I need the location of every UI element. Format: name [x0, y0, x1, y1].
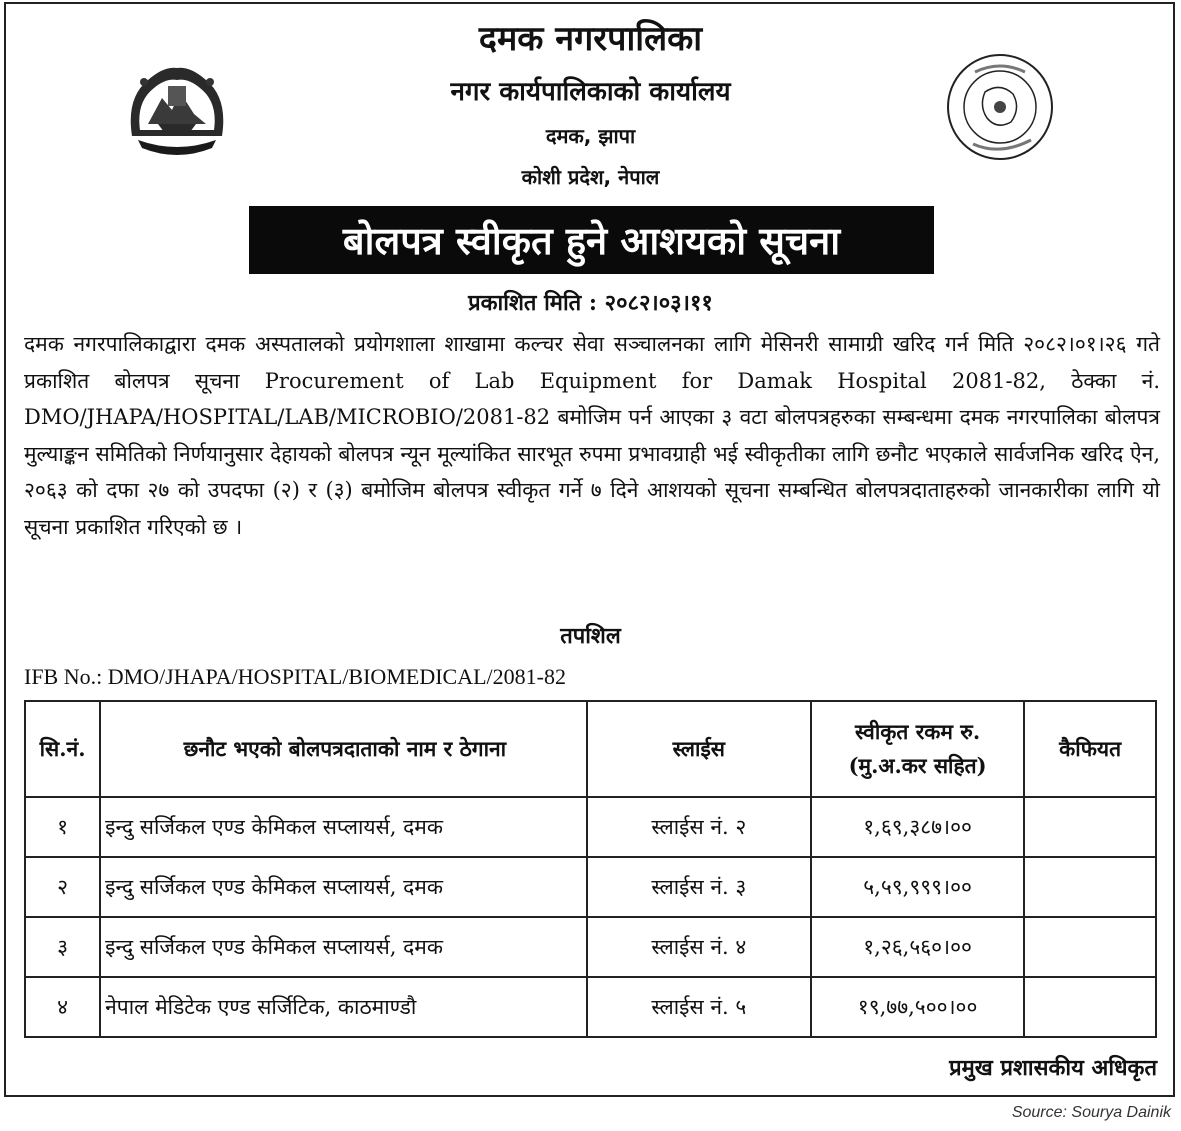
- cell-amount: १९,७७,५००।००: [811, 977, 1024, 1037]
- cell-sn: ३: [25, 917, 100, 977]
- org-name: दमक नगरपालिका: [478, 19, 703, 59]
- cell-name: नेपाल मेडिटेक एण्ड सर्जिटिक, काठमाण्डौ: [100, 977, 587, 1037]
- cell-name: इन्दु सर्जिकल एण्ड केमिकल सप्लायर्स, दमक: [100, 857, 587, 917]
- cell-amount: १,६९,३८७।००: [811, 797, 1024, 857]
- office-name: नगर कार्यपालिकाको कार्यालय: [450, 77, 731, 107]
- header-slice: स्लाईस: [587, 701, 811, 797]
- table-row: [25, 977, 1156, 1037]
- cell-slice: स्लाईस नं. ५: [587, 977, 811, 1037]
- header-amount-line2: (मु.अ.कर सहित): [848, 753, 987, 778]
- city-line: दमक, झापा: [545, 124, 636, 148]
- cell-sn: १: [25, 797, 100, 857]
- table-row: [25, 797, 1156, 857]
- table-row: [25, 917, 1156, 977]
- cell-remarks: [1024, 917, 1156, 977]
- cell-slice: स्लाईस नं. ४: [587, 917, 811, 977]
- cell-sn: ४: [25, 977, 100, 1037]
- ifb-number: IFB No.: DMO/JHAPA/HOSPITAL/BIOMEDICAL/2081-82: [24, 664, 566, 689]
- notice-title: बोलपत्र स्वीकृत हुने आशयको सूचना: [342, 219, 841, 263]
- award-table: [24, 700, 1157, 1038]
- cell-name: इन्दु सर्जिकल एण्ड केमिकल सप्लायर्स, दमक: [100, 917, 587, 977]
- cell-remarks: [1024, 857, 1156, 917]
- schedule-heading: तपशिल: [560, 623, 621, 649]
- cell-remarks: [1024, 977, 1156, 1037]
- header-sn: सि.नं.: [25, 701, 100, 797]
- header-amount-line1: स्वीकृत रकम रु.: [855, 719, 981, 744]
- header-remarks: कैफियत: [1024, 701, 1156, 797]
- table-header-row: [25, 701, 1156, 797]
- header-amount: [811, 701, 1024, 797]
- signatory: प्रमुख प्रशासकीय अधिकृत: [949, 1055, 1157, 1081]
- cell-amount: ५,५९,९९९।००: [811, 857, 1024, 917]
- cell-remarks: [1024, 797, 1156, 857]
- table-row: [25, 857, 1156, 917]
- cell-name: इन्दु सर्जिकल एण्ड केमिकल सप्लायर्स, दमक: [100, 797, 587, 857]
- cell-slice: स्लाईस नं. २: [587, 797, 811, 857]
- cell-amount: १,२६,५६०।००: [811, 917, 1024, 977]
- notice-title-banner: [249, 206, 934, 274]
- published-date: प्रकाशित मिति : २०८२।०३।११: [468, 290, 713, 316]
- header-name: छनौट भएको बोलपत्रदाताको नाम र ठेगाना: [100, 701, 587, 797]
- notice-body: दमक नगरपालिकाद्वारा दमक अस्पतालको प्रयोगशाला शाखामा कल्चर सेवा सञ्चालनका लागि मेसिनरी सामाग्री खरिद गर्न मिति २०८२।०१।२६ गते प्रकाशित बोलपत्र सूचना Procurement of Lab Equipment for Damak Hospital 2081-82, ठेक्का नं. DMO/JHAPA/HOSPITAL/LAB/MICROBIO/2081-82 बमोजिम पर्न आएका ३ वटा बोलपत्रहरुका सम्बन्धमा दमक नगरपालिका बोलपत्र मुल्याङ्कन समितिको निर्णयानुसार देहायको बोलपत्र न्यून मूल्यांकित सारभूत रुपमा प्रभावग्राही भई स्वीकृतीका लागि छनौट भएकाले सार्वजनिक खरिद ऐन, २०६३ को दफा २७ को उपदफा (२) र (३) बमोजिम बोलपत्र स्वीकृत गर्ने ७ दिने आशयको सूचना सम्बन्धित बोलपत्रदाताहरुको जानकारीका लागि यो सूचना प्रकाशित गरिएको छ ।: [24, 332, 1160, 539]
- cell-sn: २: [25, 857, 100, 917]
- source-credit: Source: Sourya Dainik: [1011, 1104, 1171, 1121]
- cell-slice: स्लाईस नं. ३: [587, 857, 811, 917]
- province-line: कोशी प्रदेश, नेपाल: [521, 165, 660, 189]
